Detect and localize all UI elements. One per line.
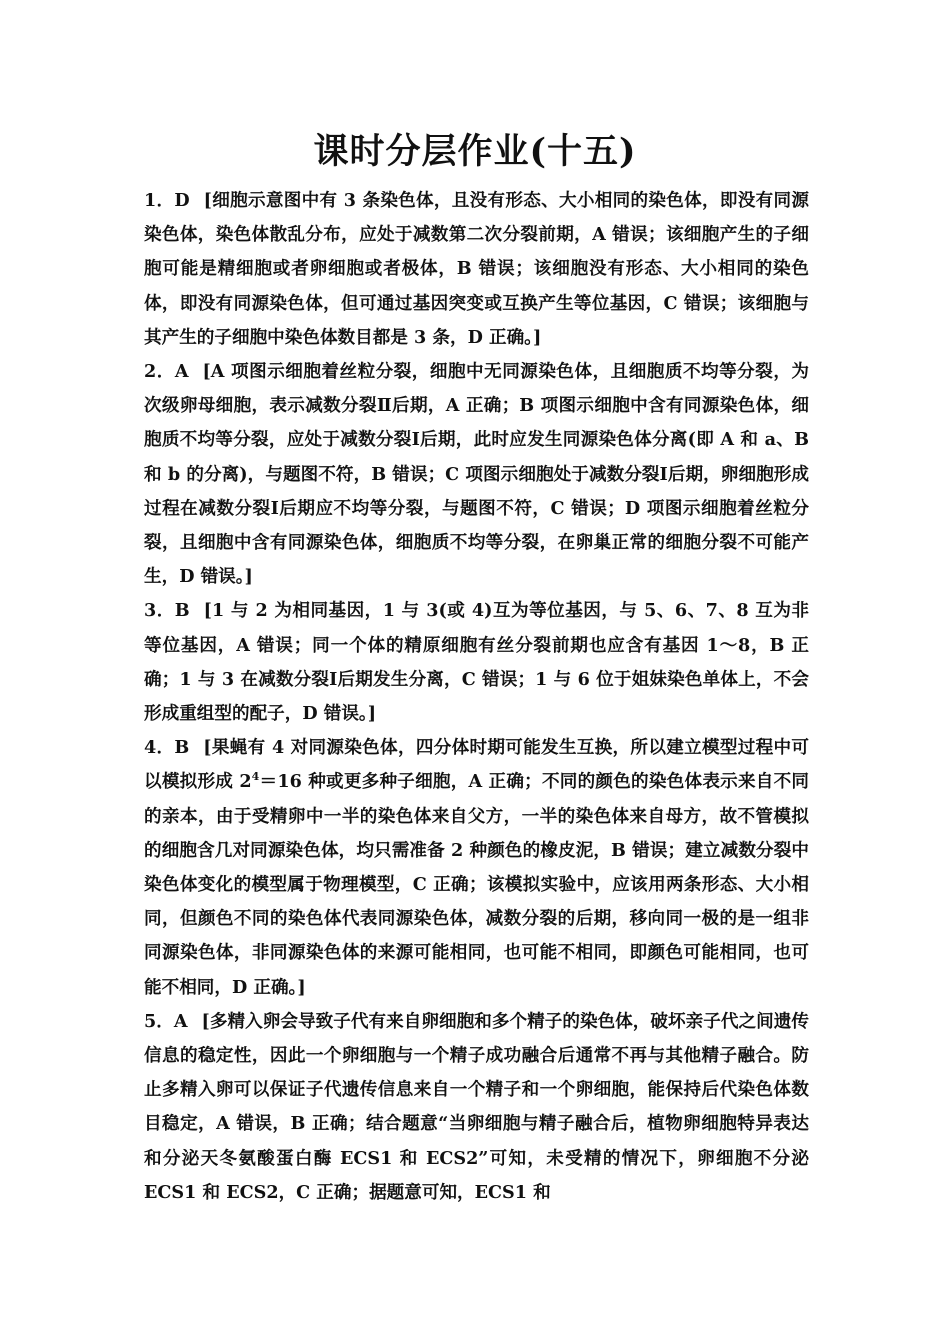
item-explanation-part-2: ＝16 种或更多种子细胞，A 正确；不同的颜色的染色体表示来自不同的亲本，由于受精卵中一半的染色体来自父方，一半的染色体来自母方，故不管模拟的细胞含几对同源染色体，均只需准备 2 种颜色的橡皮泥，B 错误；建立减数分裂中染色体变化的模型属于物理模型，C 正确；该模拟实验中，应该用两条形态、大小相同，但颜色不同的染色体代表同源染色体，减数分裂的后期，移向同一极的是一组非同源染色体，非同源染色体的来源可能相同，也可能不相同，即颜色可能相同，也可能不相同，D 正确。] (144, 771, 809, 998)
item-number: 2． (144, 361, 175, 383)
item-answer: B (174, 737, 190, 759)
item-answer: A (173, 1010, 188, 1032)
item-number: 1． (144, 190, 175, 211)
item-number: 4． (144, 737, 175, 759)
item-answer: A (174, 361, 189, 383)
item-explanation: [细胞示意图中有 3 条染色体，且没有形态、大小相同的染色体，即没有同源染色体，染色体散乱分布，应处于减数第二次分裂前期，A 错误；该细胞产生的子细胞可能是精细胞或者卵细胞或者极体，B 错误；该细胞没有形态、大小相同的染色体，即没有同源染色体，但可通过基因突变或互换产生等位基因，C 错误；该细胞与其产生的子细胞中染色体数目都是 3 条，D 正确。] (144, 190, 809, 348)
answer-item-4 (144, 731, 809, 1005)
item-explanation: [多精入卵会导致子代有来自卵细胞和多个精子的染色体，破坏亲子代之间遗传信息的稳定性，因此一个卵细胞与一个精子成功融合后通常不再与其他精子融合。防止多精入卵可以保证子代遗传信息来自一个精子和一个卵细胞，能保持后代染色体数目稳定，A 错误，B 正确；结合题意“当卵细胞与精子融合后，植物卵细胞特异表达和分泌天冬氨酸蛋白酶 ECS1 和 ECS2”可知，未受精的情况下，卵细胞不分泌 ECS1 和 ECS2，C 正确；据题意可知，ECS1 和 (144, 1010, 809, 1203)
answer-item-5 (144, 1005, 809, 1210)
item-explanation-part-1: [果蝇有 4 对同源染色体，四分体时期可能发生互换，所以建立模型过程中可以模拟形成 2 (144, 737, 809, 793)
answer-item-1 (144, 184, 809, 355)
answer-item-2 (144, 355, 809, 594)
item-answer: B (174, 600, 190, 622)
item-explanation: [A 项图示细胞着丝粒分裂，细胞中无同源染色体，且细胞质不均等分裂，为次级卵母细胞，表示减数分裂Ⅱ后期，A 正确；B 项图示细胞中含有同源染色体，细胞质不均等分裂，应处于减数分裂Ⅰ后期，此时应发生同源染色体分离(即 A 和 a、B 和 b 的分离)，与题图不符，B 错误；C 项图示细胞处于减数分裂Ⅰ后期，卵细胞形成过程在减数分裂Ⅰ后期应不均等分裂，与题图不符，C 错误；D 项图示细胞着丝粒分裂，且细胞中含有同源染色体，细胞质不均等分裂，在卵巢正常的细胞分裂不可能产生，D 错误。] (144, 361, 809, 588)
answer-item-3 (144, 594, 809, 731)
page-title: 课时分层作业(十五) (313, 131, 637, 172)
answer-list (144, 184, 809, 1210)
item-number: 5． (144, 1010, 174, 1032)
item-explanation: [1 与 2 为相同基因，1 与 3(或 4)互为等位基因，与 5、6、7、8 互为非等位基因，A 错误；同一个体的精原细胞有丝分裂前期也应含有基因 1～8，B 正确；1 与 3 在减数分裂Ⅰ后期发生分离，C 错误；1 与 6 位于姐妹染色单体上，不会形成重组型的配子，D 错误。] (144, 600, 809, 725)
exponent: 4 (251, 770, 260, 784)
item-number: 3． (144, 600, 175, 622)
item-answer: D (174, 190, 190, 211)
